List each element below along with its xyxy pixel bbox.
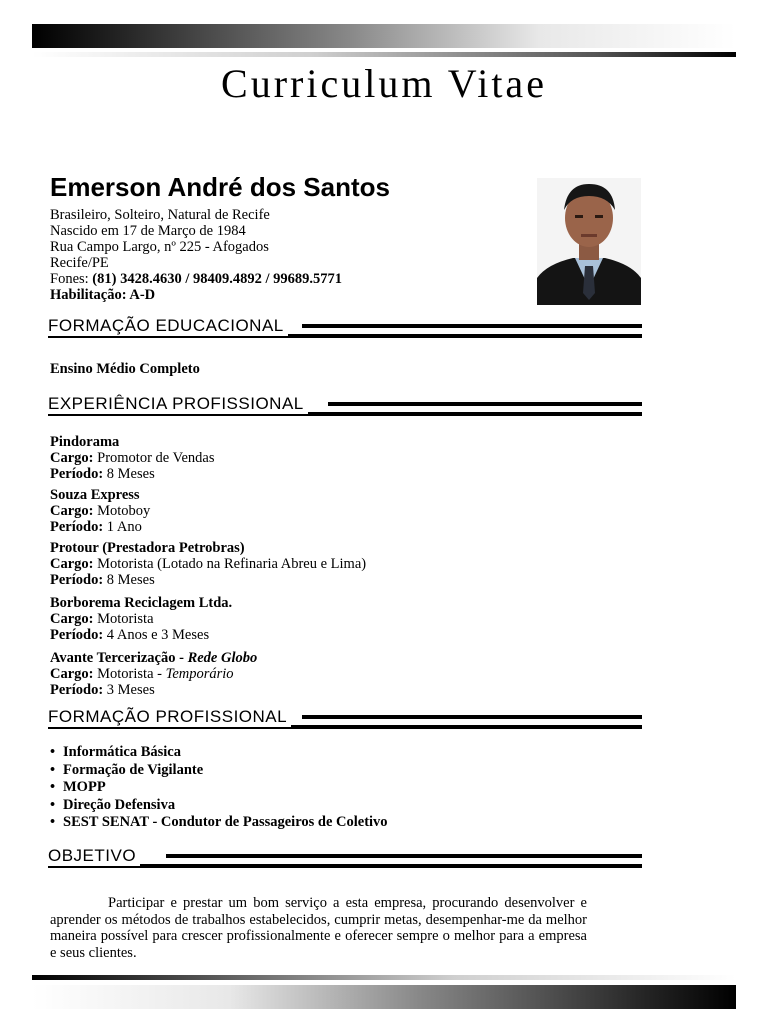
section-objective-title: OBJETIVO (48, 846, 140, 866)
job-role: Cargo: Motorista (Lotado na Refinaria Abreu e Lima) (50, 556, 367, 572)
job-entry (50, 650, 366, 698)
phones-label: Fones: (50, 271, 89, 287)
section-education-title: FORMAÇÃO EDUCACIONAL (48, 316, 288, 336)
training-item: • Informática Básica (50, 744, 388, 762)
job-company: Borborema Reciclagem Ltda. (50, 595, 233, 611)
section-experience-header (48, 394, 642, 424)
job-entry (50, 540, 366, 588)
footer-gradient-band (32, 985, 736, 1009)
candidate-name: Emerson André dos Santos (50, 172, 390, 202)
job-company: Souza Express (50, 487, 140, 503)
profile-photo (537, 178, 641, 305)
job-role: Cargo: Motoboy (50, 503, 151, 519)
section-experience-title: EXPERIÊNCIA PROFISSIONAL (48, 394, 308, 414)
license-line (50, 287, 342, 303)
header-gradient-line (32, 52, 736, 57)
section-objective-header (48, 846, 642, 876)
section-education-header (48, 316, 642, 346)
section-rule (302, 324, 642, 328)
experience-list (50, 434, 366, 703)
phones-value: (81) 3428.4630 / 98409.4892 / 99689.5771 (92, 271, 343, 287)
address-line: Rua Campo Largo, nº 225 - Afogados (50, 239, 269, 255)
license-value: Habilitação: A-D (50, 287, 156, 303)
job-period: Período: 8 Meses (50, 466, 155, 482)
training-item: • SEST SENAT - Condutor de Passageiros de Coletivo (50, 814, 388, 832)
job-role: Cargo: Promotor de Vendas (50, 450, 215, 466)
job-role: Cargo: Motorista - Temporário (50, 666, 234, 682)
job-entry (50, 487, 366, 535)
page-title: Curriculum Vitae (221, 61, 547, 106)
job-role: Cargo: Motorista (50, 611, 154, 627)
training-item: • Formação de Vigilante (50, 762, 388, 780)
city-line: Recife/PE (50, 255, 109, 271)
header-gradient-band (32, 24, 736, 48)
objective-text: Participar e prestar um bom serviço a esta empresa, procurando desenvolver e aprender os métodos de trabalhos estabelecidos, cumprir metas, desempenhar-me da melhor maneira possível para crescer profissionalmente e oferecer sempre o melhor para a empresa e seus clientes. (50, 895, 587, 961)
job-period: Período: 3 Meses (50, 682, 155, 698)
birth-line: Nascido em 17 de Março de 1984 (50, 223, 246, 239)
personal-info (50, 207, 342, 303)
section-rule (302, 715, 642, 719)
job-period: Período: 4 Anos e 3 Meses (50, 627, 210, 643)
job-period: Período: 1 Ano (50, 519, 142, 535)
job-company: Pindorama (50, 434, 120, 450)
training-list (50, 744, 388, 832)
training-item: • MOPP (50, 779, 388, 797)
section-rule (166, 854, 642, 858)
phones-line (50, 271, 342, 287)
training-item: • Direção Defensiva (50, 797, 388, 815)
job-company: Avante Tercerização - Rede Globo (50, 650, 258, 666)
job-period: Período: 8 Meses (50, 572, 155, 588)
job-entry (50, 595, 366, 643)
job-company: Protour (Prestadora Petrobras) (50, 540, 245, 556)
education-content (50, 361, 200, 377)
nationality-line: Brasileiro, Solteiro, Natural de Recife (50, 207, 270, 223)
job-entry (50, 434, 366, 482)
education-item: Ensino Médio Completo (50, 361, 200, 377)
footer-gradient-line (32, 975, 736, 980)
section-training-header (48, 707, 642, 737)
section-rule (328, 402, 642, 406)
section-training-title: FORMAÇÃO PROFISSIONAL (48, 707, 291, 727)
